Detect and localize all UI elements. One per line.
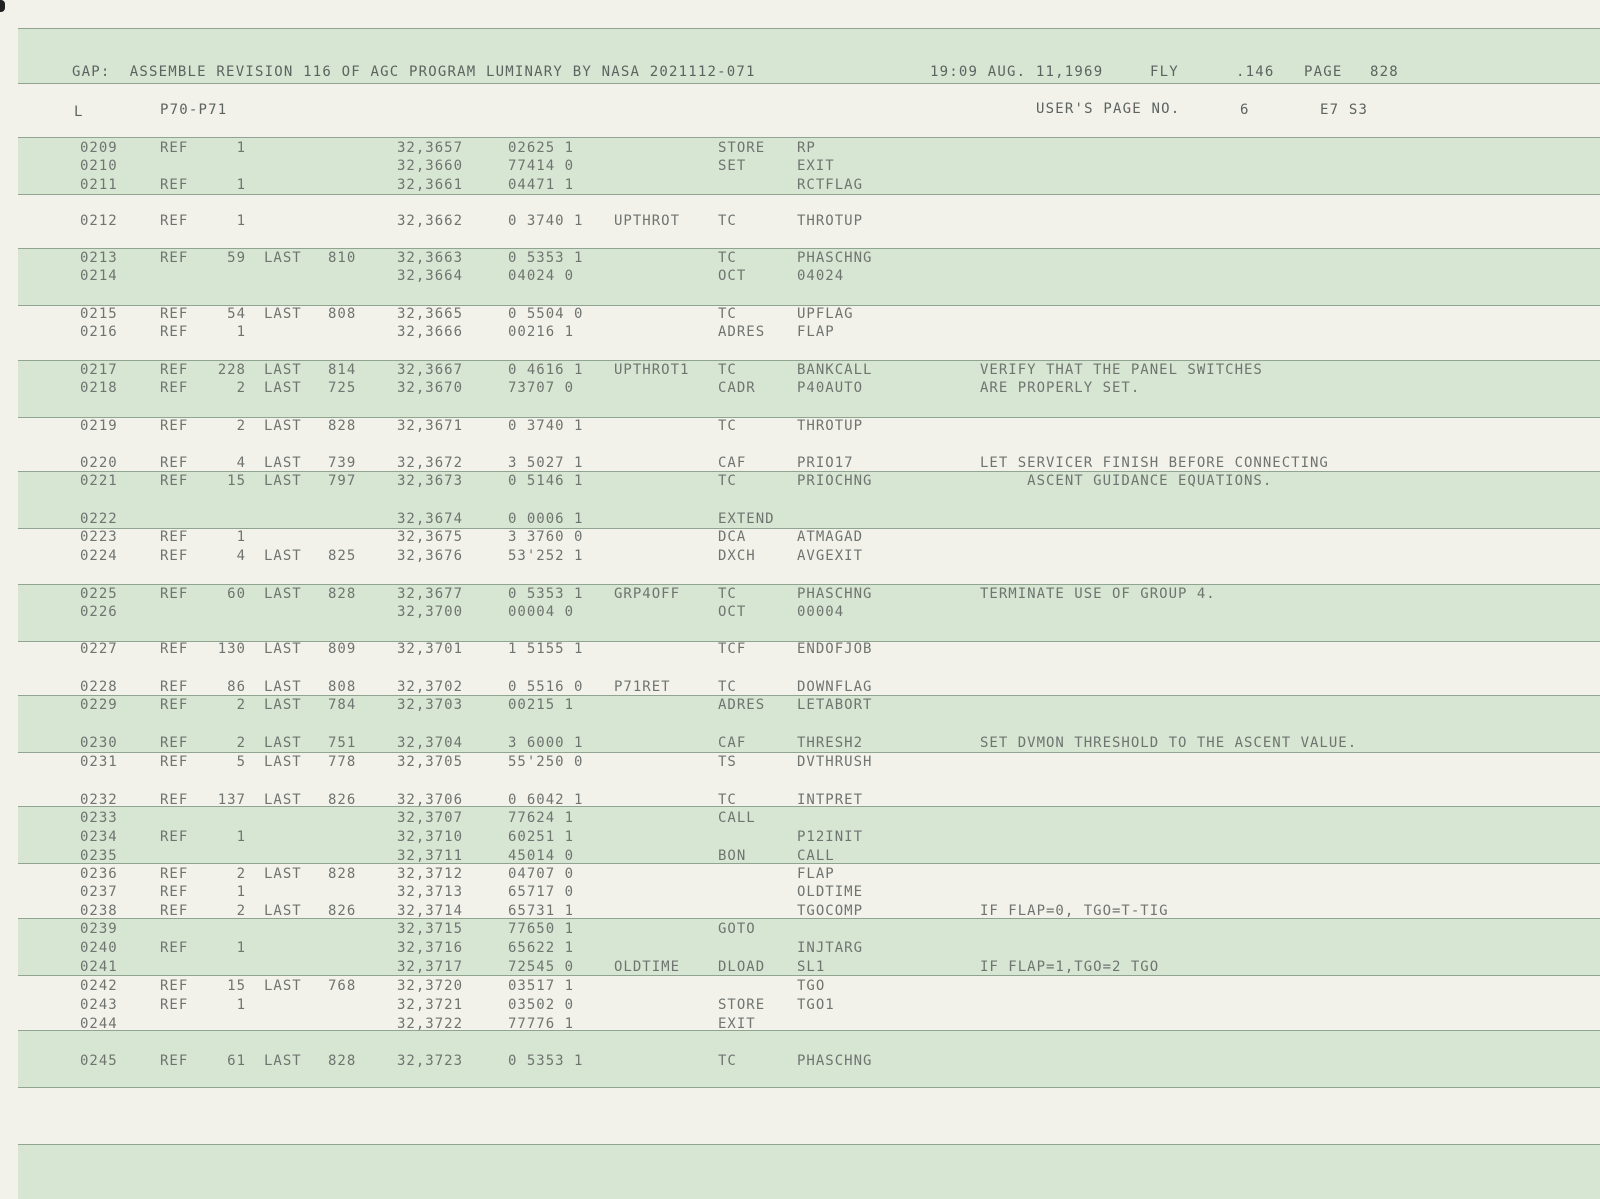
opcode: DLOAD: [718, 959, 766, 975]
ref-count: 2: [236, 735, 246, 751]
object-code: 0 5353 1: [508, 586, 584, 602]
line-number: 0213: [80, 250, 118, 266]
last-line: 825: [328, 548, 357, 564]
object-code: 0 5146 1: [508, 473, 584, 489]
last-keyword: LAST: [264, 792, 302, 808]
operand: PHASCHNG: [797, 586, 873, 602]
ref-keyword: REF: [160, 362, 189, 378]
address: 32,3717: [397, 959, 464, 975]
last-line: 784: [328, 697, 357, 713]
label: UPTHROT1: [614, 362, 690, 378]
operand: DVTHRUSH: [797, 754, 873, 770]
last-line: 828: [328, 866, 357, 882]
opcode: TC: [718, 1053, 737, 1069]
address: 32,3662: [397, 213, 464, 229]
last-line: 808: [328, 306, 357, 322]
operand: INJTARG: [797, 940, 864, 956]
object-code: 73707 0: [508, 380, 575, 396]
last-line: 768: [328, 978, 357, 994]
comment: IF FLAP=0, TGO=T-TIG: [980, 903, 1169, 919]
ref-keyword: REF: [160, 455, 189, 471]
ref-count: 1: [236, 529, 246, 545]
ref-keyword: REF: [160, 978, 189, 994]
address: 32,3664: [397, 268, 464, 284]
ref-count: 2: [236, 697, 246, 713]
operand: OLDTIME: [797, 884, 864, 900]
ref-count: 130: [217, 641, 246, 657]
operand: SL1: [797, 959, 826, 975]
last-line: 778: [328, 754, 357, 770]
object-code: 0 6042 1: [508, 792, 584, 808]
ref-keyword: REF: [160, 380, 189, 396]
opcode: TC: [718, 213, 737, 229]
address: 32,3677: [397, 586, 464, 602]
ref-keyword: REF: [160, 884, 189, 900]
ref-keyword: REF: [160, 754, 189, 770]
line-number: 0209: [80, 140, 118, 156]
object-code: 77624 1: [508, 810, 575, 826]
line-number: 0228: [80, 679, 118, 695]
operand: TGO1: [797, 997, 835, 1013]
line-number: 0210: [80, 158, 118, 174]
ref-keyword: REF: [160, 213, 189, 229]
address: 32,3715: [397, 921, 464, 937]
label: UPTHROT: [614, 213, 681, 229]
line-number: 0230: [80, 735, 118, 751]
last-line: 751: [328, 735, 357, 751]
object-code: 65717 0: [508, 884, 575, 900]
line-number: 0221: [80, 473, 118, 489]
address: 32,3701: [397, 641, 464, 657]
comment: SET DVMON THRESHOLD TO THE ASCENT VALUE.: [980, 735, 1358, 751]
object-code: 03517 1: [508, 978, 575, 994]
address: 32,3712: [397, 866, 464, 882]
line-number: 0226: [80, 604, 118, 620]
last-keyword: LAST: [264, 978, 302, 994]
line-number: 0245: [80, 1053, 118, 1069]
operand: ENDOFJOB: [797, 641, 873, 657]
object-code: 00215 1: [508, 697, 575, 713]
comment: IF FLAP=1,TGO=2 TGO: [980, 959, 1160, 975]
ref-keyword: REF: [160, 903, 189, 919]
ref-count: 1: [236, 884, 246, 900]
operand: PRIO17: [797, 455, 854, 471]
last-keyword: LAST: [264, 362, 302, 378]
object-code: 72545 0: [508, 959, 575, 975]
object-code: 55'250 0: [508, 754, 584, 770]
line-number: 0220: [80, 455, 118, 471]
ref-keyword: REF: [160, 866, 189, 882]
operand: CALL: [797, 848, 835, 864]
last-keyword: LAST: [264, 903, 302, 919]
line-number: 0229: [80, 697, 118, 713]
ref-count: 2: [236, 866, 246, 882]
address: 32,3671: [397, 418, 464, 434]
last-line: 826: [328, 903, 357, 919]
ref-count: 60: [227, 586, 246, 602]
ref-keyword: REF: [160, 324, 189, 340]
address: 32,3721: [397, 997, 464, 1013]
address: 32,3675: [397, 529, 464, 545]
last-keyword: LAST: [264, 697, 302, 713]
operand: INTPRET: [797, 792, 864, 808]
ref-count: 54: [227, 306, 246, 322]
operand: 00004: [797, 604, 845, 620]
ref-count: 1: [236, 140, 246, 156]
ref-keyword: REF: [160, 529, 189, 545]
line-number: 0223: [80, 529, 118, 545]
ref-keyword: REF: [160, 418, 189, 434]
ref-keyword: REF: [160, 940, 189, 956]
opcode: DCA: [718, 529, 747, 545]
ref-count: 1: [236, 940, 246, 956]
ref-count: 2: [236, 380, 246, 396]
last-line: 725: [328, 380, 357, 396]
line-number: 0215: [80, 306, 118, 322]
address: 32,3666: [397, 324, 464, 340]
address: 32,3676: [397, 548, 464, 564]
last-keyword: LAST: [264, 641, 302, 657]
ref-keyword: REF: [160, 586, 189, 602]
line-number: 0243: [80, 997, 118, 1013]
label: GRP4OFF: [614, 586, 681, 602]
opcode: OCT: [718, 268, 747, 284]
last-line: 826: [328, 792, 357, 808]
address: 32,3672: [397, 455, 464, 471]
address: 32,3702: [397, 679, 464, 695]
operand: TGO: [797, 978, 826, 994]
opcode: TC: [718, 362, 737, 378]
object-code: 3 5027 1: [508, 455, 584, 471]
object-code: 65622 1: [508, 940, 575, 956]
last-line: 797: [328, 473, 357, 489]
operand: FLAP: [797, 866, 835, 882]
operand: PHASCHNG: [797, 1053, 873, 1069]
address: 32,3723: [397, 1053, 464, 1069]
last-line: 814: [328, 362, 357, 378]
ref-keyword: REF: [160, 473, 189, 489]
ref-count: 2: [236, 903, 246, 919]
last-keyword: LAST: [264, 306, 302, 322]
operand: LETABORT: [797, 697, 873, 713]
operand: PHASCHNG: [797, 250, 873, 266]
opcode: TC: [718, 792, 737, 808]
operand: THROTUP: [797, 213, 864, 229]
opcode: ADRES: [718, 697, 766, 713]
opcode: CADR: [718, 380, 756, 396]
line-number: 0216: [80, 324, 118, 340]
users-page-label: USER'S PAGE NO.: [1036, 101, 1181, 117]
last-keyword: LAST: [264, 455, 302, 471]
comment: ARE PROPERLY SET.: [980, 380, 1141, 396]
operand: ATMAGAD: [797, 529, 864, 545]
users-page-number: 6: [1240, 102, 1250, 118]
line-number: 0218: [80, 380, 118, 396]
opcode: EXTEND: [718, 511, 775, 527]
address: 32,3700: [397, 604, 464, 620]
opcode: TC: [718, 250, 737, 266]
object-code: 04471 1: [508, 177, 575, 193]
operand: PRIOCHNG: [797, 473, 873, 489]
opcode: GOTO: [718, 921, 756, 937]
last-line: 828: [328, 1053, 357, 1069]
ref-count: 1: [236, 177, 246, 193]
operand: DOWNFLAG: [797, 679, 873, 695]
section-name: P70-P71: [160, 102, 228, 118]
ref-count: 15: [227, 473, 246, 489]
line-number: 0235: [80, 848, 118, 864]
header-code: .146: [1236, 64, 1275, 80]
opcode: OCT: [718, 604, 747, 620]
line-number: 0212: [80, 213, 118, 229]
object-code: 77650 1: [508, 921, 575, 937]
address: 32,3704: [397, 735, 464, 751]
line-number: 0211: [80, 177, 118, 193]
ref-keyword: REF: [160, 140, 189, 156]
header-page-no: 828: [1370, 64, 1399, 80]
last-line: 739: [328, 455, 357, 471]
opcode: TC: [718, 473, 737, 489]
address: 32,3722: [397, 1016, 464, 1032]
label: P71RET: [614, 679, 671, 695]
last-keyword: LAST: [264, 866, 302, 882]
ref-count: 137: [217, 792, 246, 808]
ref-keyword: REF: [160, 1053, 189, 1069]
line-number: 0225: [80, 586, 118, 602]
opcode: CAF: [718, 735, 747, 751]
comment: LET SERVICER FINISH BEFORE CONNECTING: [980, 455, 1329, 471]
operand: P40AUTO: [797, 380, 864, 396]
opcode: BON: [718, 848, 747, 864]
line-number: 0241: [80, 959, 118, 975]
line-number: 0233: [80, 810, 118, 826]
object-code: 3 3760 0: [508, 529, 584, 545]
object-code: 3 6000 1: [508, 735, 584, 751]
header-mode: FLY: [1150, 64, 1179, 80]
opcode: STORE: [718, 997, 766, 1013]
address: 32,3705: [397, 754, 464, 770]
opcode: DXCH: [718, 548, 756, 564]
ref-count: 4: [236, 548, 246, 564]
address: 32,3663: [397, 250, 464, 266]
ref-count: 228: [217, 362, 246, 378]
line-number: 0214: [80, 268, 118, 284]
comment: ASCENT GUIDANCE EQUATIONS.: [980, 473, 1273, 489]
header-time: 19:09 AUG. 11,1969: [930, 64, 1104, 80]
object-code: 77414 0: [508, 158, 575, 174]
address: 32,3660: [397, 158, 464, 174]
ref-count: 1: [236, 997, 246, 1013]
last-line: 828: [328, 418, 357, 434]
object-code: 53'252 1: [508, 548, 584, 564]
address: 32,3711: [397, 848, 464, 864]
header-page-label: PAGE: [1304, 64, 1343, 80]
last-keyword: LAST: [264, 250, 302, 266]
ref-count: 59: [227, 250, 246, 266]
line-number: 0232: [80, 792, 118, 808]
last-keyword: LAST: [264, 380, 302, 396]
operand: AVGEXIT: [797, 548, 864, 564]
opcode: TC: [718, 679, 737, 695]
address: 32,3706: [397, 792, 464, 808]
ref-count: 61: [227, 1053, 246, 1069]
ref-count: 15: [227, 978, 246, 994]
object-code: 0 5504 0: [508, 306, 584, 322]
address: 32,3657: [397, 140, 464, 156]
line-number: 0234: [80, 829, 118, 845]
line-number: 0238: [80, 903, 118, 919]
opcode: EXIT: [718, 1016, 756, 1032]
opcode: TC: [718, 306, 737, 322]
line-number: 0222: [80, 511, 118, 527]
listing-band: [18, 1144, 1600, 1199]
ref-count: 86: [227, 679, 246, 695]
opcode: CALL: [718, 810, 756, 826]
opcode: TC: [718, 586, 737, 602]
line-number: 0224: [80, 548, 118, 564]
last-keyword: LAST: [264, 1053, 302, 1069]
last-line: 808: [328, 679, 357, 695]
binder-hole-mark: [0, 0, 5, 12]
page-tag: E7 S3: [1320, 102, 1369, 118]
object-code: 0 0006 1: [508, 511, 584, 527]
line-number: 0227: [80, 641, 118, 657]
address: 32,3673: [397, 473, 464, 489]
last-keyword: LAST: [264, 679, 302, 695]
last-keyword: LAST: [264, 548, 302, 564]
address: 32,3716: [397, 940, 464, 956]
object-code: 0 5516 0: [508, 679, 584, 695]
opcode: TC: [718, 418, 737, 434]
operand: THROTUP: [797, 418, 864, 434]
address: 32,3720: [397, 978, 464, 994]
operand: EXIT: [797, 158, 835, 174]
object-code: 65731 1: [508, 903, 575, 919]
ref-count: 1: [236, 213, 246, 229]
line-number: 0240: [80, 940, 118, 956]
ref-count: 1: [236, 829, 246, 845]
object-code: 45014 0: [508, 848, 575, 864]
address: 32,3707: [397, 810, 464, 826]
comment: TERMINATE USE OF GROUP 4.: [980, 586, 1216, 602]
address: 32,3670: [397, 380, 464, 396]
ref-keyword: REF: [160, 735, 189, 751]
operand: RP: [797, 140, 816, 156]
object-code: 03502 0: [508, 997, 575, 1013]
ref-keyword: REF: [160, 250, 189, 266]
operand: BANKCALL: [797, 362, 873, 378]
object-code: 00216 1: [508, 324, 575, 340]
address: 32,3674: [397, 511, 464, 527]
line-number: 0242: [80, 978, 118, 994]
line-number: 0244: [80, 1016, 118, 1032]
opcode: STORE: [718, 140, 766, 156]
address: 32,3710: [397, 829, 464, 845]
label: OLDTIME: [614, 959, 681, 975]
last-keyword: LAST: [264, 418, 302, 434]
last-keyword: LAST: [264, 735, 302, 751]
opcode: CAF: [718, 455, 747, 471]
operand: FLAP: [797, 324, 835, 340]
object-code: 77776 1: [508, 1016, 575, 1032]
operand: 04024: [797, 268, 845, 284]
ref-keyword: REF: [160, 548, 189, 564]
opcode: TCF: [718, 641, 747, 657]
opcode: SET: [718, 158, 747, 174]
object-code: 02625 1: [508, 140, 575, 156]
address: 32,3667: [397, 362, 464, 378]
line-number: 0239: [80, 921, 118, 937]
object-code: 04024 0: [508, 268, 575, 284]
address: 32,3713: [397, 884, 464, 900]
operand: P12INIT: [797, 829, 864, 845]
address: 32,3703: [397, 697, 464, 713]
ref-keyword: REF: [160, 641, 189, 657]
object-code: 0 3740 1: [508, 213, 584, 229]
object-code: 0 4616 1: [508, 362, 584, 378]
operand: RCTFLAG: [797, 177, 864, 193]
ref-keyword: REF: [160, 697, 189, 713]
line-number: 0237: [80, 884, 118, 900]
last-keyword: LAST: [264, 473, 302, 489]
last-line: 828: [328, 586, 357, 602]
operand: TGOCOMP: [797, 903, 864, 919]
ref-keyword: REF: [160, 792, 189, 808]
operand: UPFLAG: [797, 306, 854, 322]
opcode: TS: [718, 754, 737, 770]
header-title: GAP: ASSEMBLE REVISION 116 OF AGC PROGRAM LUMINARY BY NASA 2021112-071: [72, 64, 756, 80]
operand: THRESH2: [797, 735, 864, 751]
object-code: 0 3740 1: [508, 418, 584, 434]
ref-keyword: REF: [160, 829, 189, 845]
comment: VERIFY THAT THE PANEL SWITCHES: [980, 362, 1263, 378]
ref-count: 1: [236, 324, 246, 340]
object-code: 60251 1: [508, 829, 575, 845]
object-code: 00004 0: [508, 604, 575, 620]
object-code: 04707 0: [508, 866, 575, 882]
last-keyword: LAST: [264, 586, 302, 602]
ref-keyword: REF: [160, 997, 189, 1013]
last-keyword: LAST: [264, 754, 302, 770]
ref-count: 4: [236, 455, 246, 471]
opcode: ADRES: [718, 324, 766, 340]
line-number: 0217: [80, 362, 118, 378]
address: 32,3714: [397, 903, 464, 919]
object-code: 0 5353 1: [508, 250, 584, 266]
ref-keyword: REF: [160, 679, 189, 695]
object-code: 0 5353 1: [508, 1053, 584, 1069]
object-code: 1 5155 1: [508, 641, 584, 657]
address: 32,3665: [397, 306, 464, 322]
ref-keyword: REF: [160, 177, 189, 193]
section-letter: L: [74, 104, 84, 120]
ref-count: 2: [236, 418, 246, 434]
last-line: 810: [328, 250, 357, 266]
ref-count: 5: [236, 754, 246, 770]
ref-keyword: REF: [160, 306, 189, 322]
address: 32,3661: [397, 177, 464, 193]
line-number: 0231: [80, 754, 118, 770]
line-number: 0236: [80, 866, 118, 882]
last-line: 809: [328, 641, 357, 657]
line-number: 0219: [80, 418, 118, 434]
